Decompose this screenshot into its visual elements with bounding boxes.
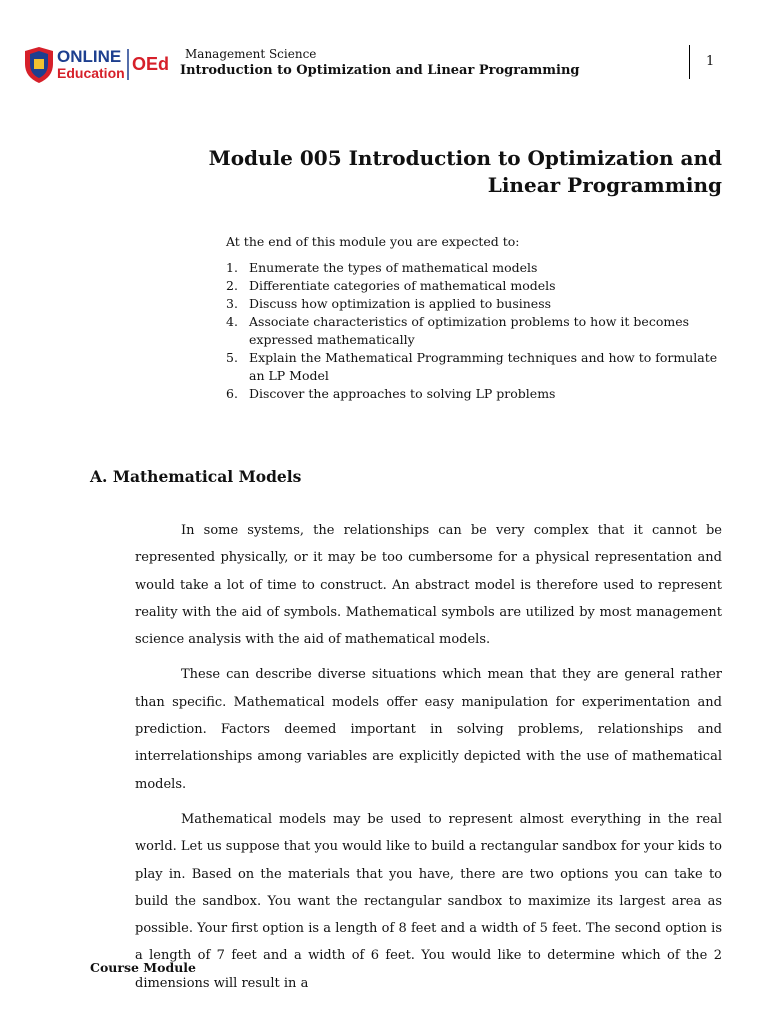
list-item <box>226 385 726 403</box>
header-course: Management Science <box>185 47 317 61</box>
objectives-list <box>226 259 726 403</box>
list-item <box>226 295 726 313</box>
logo-education-text: Education <box>57 65 125 81</box>
section-body <box>135 517 722 1005</box>
page-footer: Course Module <box>90 960 197 975</box>
section-heading: A. Mathematical Models <box>90 467 302 486</box>
logo-oed-text: OEd <box>132 54 170 74</box>
list-text: Associate characteristics of optimization problems to how it becomes expressed mathematically <box>249 314 690 347</box>
logo-online-text: ONLINE <box>57 47 122 66</box>
body-paragraph: Mathematical models may be used to represent almost everything in the real world. Let us suppose that you would like to build a rectangular sandbox for your kids to play in. Based on the materials that you have, there are two options you can take to build the sandbox. You want the rectangular sandbox to maximize its largest area as possible. Your first option is a length of 8 feet and a width of 5 feet. The second option is a length of 7 feet and a width of 6 feet. You would like to determine which of the 2 dimensions will result in a <box>135 811 722 991</box>
body-paragraph: In some systems, the relationships can be very complex that it cannot be represented physically, or it may be too cumbersome for a physical representation and would take a lot of time to construct. An abstract model is therefore used to represent reality with the aid of symbols. Mathematical symbols are utilized by most management science analysis with the aid of mathematical models. <box>135 523 722 648</box>
list-item <box>226 277 726 295</box>
header-divider <box>689 45 690 79</box>
header-title: Introduction to Optimization and Linear Programming <box>180 63 580 78</box>
list-number: 2. <box>226 278 238 293</box>
list-number: 4. <box>226 314 238 329</box>
page-number: 1 <box>706 54 715 69</box>
list-text: Explain the Mathematical Programming techniques and how to formulate an LP Model <box>249 350 718 383</box>
list-number: 5. <box>226 350 238 365</box>
list-text: Differentiate categories of mathematical models <box>249 278 556 293</box>
list-item <box>226 349 726 385</box>
module-title: Module 005 Introduction to Optimization and Linear Programming <box>208 146 722 197</box>
objectives-intro: At the end of this module you are expected to: <box>226 234 520 249</box>
list-number: 3. <box>226 296 238 311</box>
list-text: Discuss how optimization is applied to business <box>249 296 552 311</box>
list-number: 1. <box>226 260 238 275</box>
list-item <box>226 259 726 277</box>
body-paragraph: These can describe diverse situations which mean that they are general rather than specific. Mathematical models offer easy manipulation for experimentation and prediction. Factors deemed important in solving problems, relationships and interrelationships among variables are explicitly depicted with the use of mathematical models. <box>135 667 722 792</box>
list-number: 6. <box>226 386 238 401</box>
list-text: Discover the approaches to solving LP problems <box>249 386 556 401</box>
online-education-logo <box>22 44 172 84</box>
list-item <box>226 313 726 349</box>
list-text: Enumerate the types of mathematical models <box>249 260 538 275</box>
